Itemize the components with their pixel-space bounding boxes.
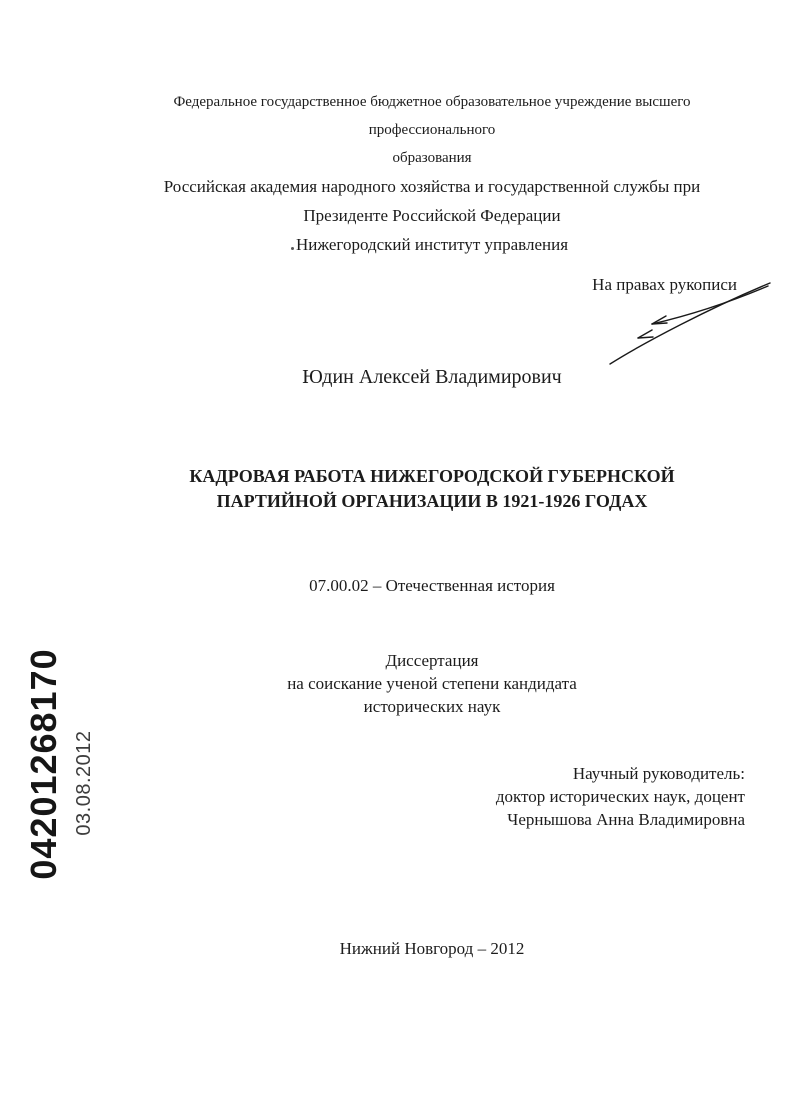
title-line-2: ПАРТИЙНОЙ ОРГАНИЗАЦИИ В 1921-1926 ГОДАХ [216, 491, 648, 511]
org-line-1: Федеральное государственное бюджетное образовательное учреждение высшего профессионального [173, 94, 691, 138]
dissertation-line-2: на соискание ученой степени кандидата [287, 674, 577, 693]
supervisor-label: Научный руководитель: [572, 764, 745, 783]
dissertation-statement [110, 649, 754, 718]
supervisor-degree: доктор исторических наук, доцент [495, 787, 745, 806]
org-line-5: Нижегородский институт управления [295, 235, 569, 254]
org-line-2: образования [392, 150, 472, 166]
supervisor-block [110, 762, 745, 831]
org-line-4: Президенте Российской Федерации [303, 206, 561, 225]
dissertation-line-1: Диссертация [385, 651, 479, 670]
stamp-date: 03.08.2012 [73, 730, 95, 836]
scan-speck [291, 247, 294, 250]
stamp-registration-number: 04201268170 [23, 648, 64, 880]
dissertation-line-3: исторических наук [363, 697, 501, 716]
organization-header [110, 88, 754, 259]
manuscript-rights-note: На правах рукописи [592, 275, 737, 294]
city-year: Нижний Новгород – 2012 [339, 939, 525, 958]
dissertation-title [110, 464, 754, 514]
specialty-code: 07.00.02 – Отечественная история [309, 576, 555, 595]
handwritten-signature-icon [600, 278, 780, 373]
author-name: Юдин Алексей Владимирович [302, 366, 562, 388]
supervisor-name: Чернышова Анна Владимировна [507, 810, 745, 829]
org-line-3: Российская академия народного хозяйства и государственной службы при [163, 177, 701, 196]
title-line-1: КАДРОВАЯ РАБОТА НИЖЕГОРОДСКОЙ ГУБЕРНСКОЙ [189, 466, 675, 486]
